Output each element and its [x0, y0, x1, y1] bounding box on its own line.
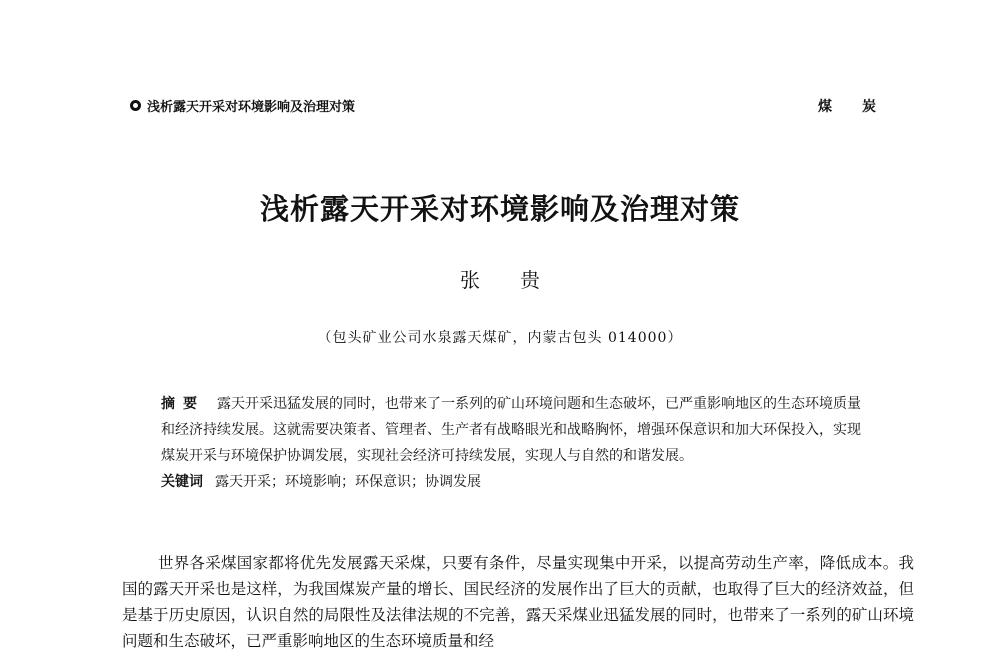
- journal-name: 煤炭: [818, 99, 906, 115]
- keywords: [161, 469, 873, 495]
- article-title: 浅析露天开采对环境影响及治理对策: [259, 192, 740, 226]
- article-author: 张贵: [460, 268, 580, 292]
- abstract-text: 露天开采迅猛发展的同时，也带来了一系列的矿山环境问题和生态破坏，已严重影响地区的生态环境质量和经济持续发展。这就需要决策者、管理者、生产者有战略眼光和战略胸怀，增强环保意识和加大环保投入，实现煤炭开采与环境保护协调发展，实现社会经济可持续发展，实现人与自然的和谐发展。: [161, 396, 861, 464]
- running-head: [130, 96, 355, 115]
- running-title: 浅析露天开采对环境影响及治理对策: [147, 100, 356, 115]
- body-paragraph: 世界各采煤国家都将优先发展露天采煤，只要有条件，尽量实现集中开采，以提高劳动生产率，降低成本。我国的露天开采也是这样，为我国煤炭产量的增长、国民经济的发展作出了巨大的贡献，也取得了巨大的经济效益，但是基于历史原因，认识自然的局限性及法律法规的不完善，露天采煤业迅猛发展的同时，也带来了一系列的矿山环境问题和生态破坏，已严重影响地区的生态环境质量和经: [122, 554, 914, 650]
- abstract-label: 摘要: [161, 396, 205, 412]
- keywords-text: 露天开采；环境影响；环保意识；协调发展: [215, 474, 481, 490]
- abstract: [161, 391, 873, 469]
- abstract-block: [161, 391, 873, 495]
- keywords-label: 关键词: [161, 474, 203, 490]
- circle-bullet-icon: [130, 100, 141, 111]
- author-affiliation: （包头矿业公司水泉露天煤矿，内蒙古包头 014000）: [317, 330, 683, 346]
